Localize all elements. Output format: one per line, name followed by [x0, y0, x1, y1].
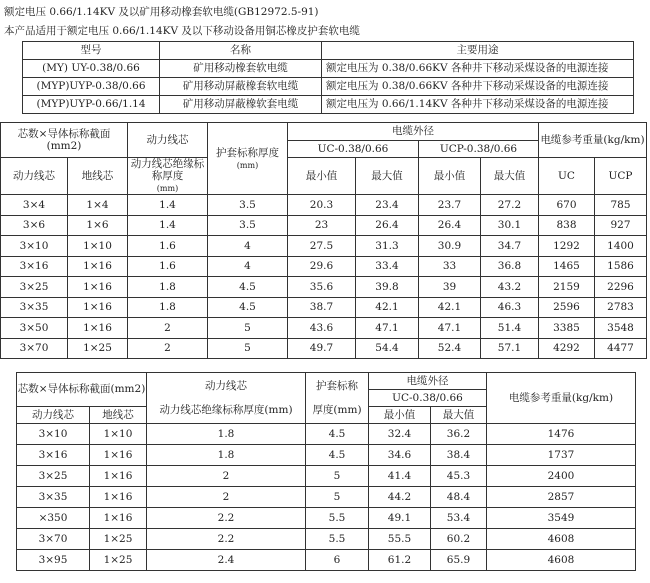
sheath-cell: 4: [208, 236, 288, 257]
ground-core-cell: 1×10: [68, 236, 128, 257]
ground-core-cell: 1×4: [68, 195, 128, 216]
uc-max-cell: 42.1: [356, 297, 419, 318]
insulation-cell: 1.8: [147, 445, 306, 466]
header-ground-core: 地线芯: [68, 158, 128, 195]
header-max: 最大值: [431, 407, 487, 424]
header-model: 型号: [23, 42, 160, 60]
name-cell: 矿用移动屏蔽橡软套电缆: [160, 96, 322, 114]
table-row: [1, 256, 647, 277]
ucp-min-cell: 42.1: [419, 297, 481, 318]
power-core-cell: ×350: [17, 508, 90, 529]
table-row: [1, 195, 647, 216]
power-core-cell: 3×25: [1, 277, 68, 298]
header-power-core: 动力线芯: [128, 123, 208, 158]
weight-cell: 4608: [487, 550, 636, 571]
uc-min-cell: 27.5: [288, 236, 356, 257]
header-ground-core: 地线芯: [90, 407, 147, 424]
model-cell: (MYP)UYP-0.66/1.14: [23, 96, 160, 114]
ground-core-cell: 1×25: [68, 338, 128, 359]
sheath-cell: 4.5: [306, 424, 369, 445]
name-cell: 矿用移动橡套软电缆: [160, 60, 322, 78]
power-core-cell: 3×25: [17, 466, 90, 487]
table-row: [1, 338, 647, 359]
table-row: [17, 466, 636, 487]
sheath-thickness-unit: (mm): [236, 160, 259, 170]
uc-min-cell: 20.3: [288, 195, 356, 216]
model-table-header: [23, 42, 634, 60]
power-core-cell: 3×10: [1, 236, 68, 257]
uc-max-cell: 33.4: [356, 256, 419, 277]
ucp-max-cell: 43.2: [481, 277, 539, 298]
ucp-min-cell: 30.9: [419, 236, 481, 257]
max-cell: 38.4: [431, 445, 487, 466]
ucp-max-cell: 30.1: [481, 215, 539, 236]
table-row: [17, 487, 636, 508]
uc-min-cell: 35.6: [288, 277, 356, 298]
min-cell: 61.2: [369, 550, 431, 571]
header-min: 最小值: [288, 158, 356, 195]
min-cell: 55.5: [369, 529, 431, 550]
insulation-cell: 2: [128, 318, 208, 339]
weight-cell: 4608: [487, 529, 636, 550]
min-cell: 49.1: [369, 508, 431, 529]
insulation-cell: 1.8: [128, 277, 208, 298]
ucp-min-cell: 39: [419, 277, 481, 298]
table-row: [23, 78, 634, 96]
insulation-cell: 1.6: [128, 256, 208, 277]
insulation-cell: 2.4: [147, 550, 306, 571]
max-cell: 53.4: [431, 508, 487, 529]
ucp-min-cell: 33: [419, 256, 481, 277]
header-ref-weight: 电缆参考重量(kg/km): [539, 123, 647, 158]
sheath-cell: 5: [306, 466, 369, 487]
header-ucp-model: UCP-0.38/0.66: [419, 141, 539, 158]
spec-header-row: [1, 158, 647, 195]
uc-min-cell: 38.7: [288, 297, 356, 318]
header-weight-ucp: UCP: [595, 158, 647, 195]
insulation-cell: 1.6: [128, 236, 208, 257]
spec-header-row: [1, 123, 647, 141]
uc-max-cell: 47.1: [356, 318, 419, 339]
table-row: [17, 529, 636, 550]
header-min: 最小值: [419, 158, 481, 195]
ground-core-cell: 1×25: [90, 529, 147, 550]
header-insulation-thickness: [128, 158, 208, 195]
ucp-min-cell: 52.4: [419, 338, 481, 359]
table-row: [1, 318, 647, 339]
ucp-max-cell: 57.1: [481, 338, 539, 359]
ground-core-cell: 1×16: [90, 445, 147, 466]
weight-uc-cell: 1292: [539, 236, 595, 257]
table-row: [1, 236, 647, 257]
header-core-section: 芯数×导体标称截面(mm2): [17, 373, 147, 407]
max-cell: 60.2: [431, 529, 487, 550]
uc-ucp-spec-table: [0, 122, 647, 359]
table-row: [17, 550, 636, 571]
weight-ucp-cell: 2296: [595, 277, 647, 298]
header-power-core: 动力线芯: [17, 407, 90, 424]
usage-cell: 额定电压为 0.38/0.66KV 各种井下移动采煤设备的电源连接: [322, 78, 634, 96]
power-core-cell: 3×35: [17, 487, 90, 508]
ucp-max-cell: 34.7: [481, 236, 539, 257]
model-table: [22, 41, 634, 114]
header-weight-uc: UC: [539, 158, 595, 195]
weight-uc-cell: 2596: [539, 297, 595, 318]
weight-uc-cell: 838: [539, 215, 595, 236]
ground-core-cell: 1×10: [90, 424, 147, 445]
weight-cell: 3549: [487, 508, 636, 529]
ucp-min-cell: 23.7: [419, 195, 481, 216]
min-cell: 32.4: [369, 424, 431, 445]
ground-core-cell: 1×16: [90, 466, 147, 487]
sheath-cell: 5: [208, 318, 288, 339]
standard-title: 额定电压 0.66/1.14KV 及以矿用移动橡套软电缆(GB12972.5-91): [4, 6, 319, 18]
insulation-cell: 2: [128, 338, 208, 359]
uc-max-cell: 23.4: [356, 195, 419, 216]
ground-core-cell: 1×25: [90, 550, 147, 571]
weight-uc-cell: 2159: [539, 277, 595, 298]
uc-max-cell: 31.3: [356, 236, 419, 257]
ucp-max-cell: 36.8: [481, 256, 539, 277]
weight-uc-cell: 670: [539, 195, 595, 216]
sheath-cell: 4.5: [306, 445, 369, 466]
uc-max-cell: 54.4: [356, 338, 419, 359]
sheath-cell: 6: [306, 550, 369, 571]
uc-min-cell: 29.6: [288, 256, 356, 277]
insulation-cell: 2.2: [147, 529, 306, 550]
ucp-max-cell: 51.4: [481, 318, 539, 339]
power-core-label: 动力线芯: [205, 379, 247, 392]
weight-ucp-cell: 785: [595, 195, 647, 216]
header-max: 最大值: [356, 158, 419, 195]
insulation-cell: 2.2: [147, 508, 306, 529]
weight-cell: 2400: [487, 466, 636, 487]
max-cell: 48.4: [431, 487, 487, 508]
usage-cell: 额定电压为 0.66/1.14KV 各种井下移动采煤设备的电源连接: [322, 96, 634, 114]
header-name: 名称: [160, 42, 322, 60]
ground-core-cell: 1×16: [68, 318, 128, 339]
sheath-label-a: 护套标称: [316, 379, 358, 392]
power-core-cell: 3×4: [1, 195, 68, 216]
scope-description: 本产品适用于额定电压 0.66/1.14KV 及以下移动设备用铜芯橡皮护套软电缆: [4, 25, 360, 37]
table-row: [1, 297, 647, 318]
ucp-min-cell: 47.1: [419, 318, 481, 339]
min-cell: 44.2: [369, 487, 431, 508]
header-power-core: 动力线芯: [1, 158, 68, 195]
power-core-cell: 3×6: [1, 215, 68, 236]
ground-core-cell: 1×16: [68, 277, 128, 298]
power-core-cell: 3×16: [1, 256, 68, 277]
ground-core-cell: 1×6: [68, 215, 128, 236]
header-min: 最小值: [369, 407, 431, 424]
model-cell: (MYP)UYP-0.38/0.66: [23, 78, 160, 96]
table-row: [17, 445, 636, 466]
ground-core-cell: 1×16: [90, 487, 147, 508]
insulation-cell: 1.4: [128, 195, 208, 216]
header-max: 最大值: [481, 158, 539, 195]
usage-cell: 额定电压为 0.38/0.66KV 各种井下移动采煤设备的电源连接: [322, 60, 634, 78]
insulation-thickness-unit: (mm): [156, 184, 179, 194]
weight-uc-cell: 1465: [539, 256, 595, 277]
model-cell: (MY) UY-0.38/0.66: [23, 60, 160, 78]
table-row: [1, 215, 647, 236]
power-core-cell: 3×16: [17, 445, 90, 466]
header-outer-diameter: 电缆外径: [369, 373, 487, 390]
sheath-cell: 4.5: [208, 297, 288, 318]
sheath-cell: 3.5: [208, 215, 288, 236]
header-insulation-thickness: [147, 373, 306, 424]
header-outer-diameter: 电缆外径: [288, 123, 539, 141]
weight-cell: 1737: [487, 445, 636, 466]
header-core-section: 芯数×导体标称截面(mm2): [1, 123, 128, 158]
sheath-cell: 5.5: [306, 529, 369, 550]
uc-max-cell: 26.4: [356, 215, 419, 236]
sheath-cell: 4: [208, 256, 288, 277]
power-core-cell: 3×70: [17, 529, 90, 550]
header-usage: 主要用途: [322, 42, 634, 60]
ground-core-cell: 1×16: [90, 508, 147, 529]
weight-uc-cell: 4292: [539, 338, 595, 359]
uc-min-cell: 43.6: [288, 318, 356, 339]
uc-min-cell: 23: [288, 215, 356, 236]
table-row: [1, 277, 647, 298]
ground-core-cell: 1×16: [68, 256, 128, 277]
sheath-label-b: 厚度(mm): [312, 404, 362, 417]
insulation-cell: 2: [147, 487, 306, 508]
weight-uc-cell: 3385: [539, 318, 595, 339]
sheath-cell: 5: [306, 487, 369, 508]
header-uc-model: UC-0.38/0.66: [288, 141, 419, 158]
power-core-cell: 3×10: [17, 424, 90, 445]
uc-max-cell: 39.8: [356, 277, 419, 298]
weight-ucp-cell: 2783: [595, 297, 647, 318]
insulation-thickness-label: 动力线芯绝缘标称厚度(mm): [159, 404, 293, 417]
power-core-cell: 3×50: [1, 318, 68, 339]
table-row: [23, 60, 634, 78]
sheath-cell: 4.5: [208, 277, 288, 298]
ucp-min-cell: 26.4: [419, 215, 481, 236]
uc-min-cell: 49.7: [288, 338, 356, 359]
insulation-cell: 1.4: [128, 215, 208, 236]
max-cell: 65.9: [431, 550, 487, 571]
min-cell: 34.6: [369, 445, 431, 466]
insulation-cell: 2: [147, 466, 306, 487]
weight-ucp-cell: 927: [595, 215, 647, 236]
max-cell: 45.3: [431, 466, 487, 487]
weight-ucp-cell: 1586: [595, 256, 647, 277]
ucp-max-cell: 27.2: [481, 195, 539, 216]
weight-ucp-cell: 4477: [595, 338, 647, 359]
sheath-cell: 3.5: [208, 195, 288, 216]
weight-ucp-cell: 1400: [595, 236, 647, 257]
insulation-cell: 1.8: [147, 424, 306, 445]
sheath-cell: 5.5: [306, 508, 369, 529]
header-sheath-thickness: [208, 123, 288, 195]
header-sheath-thickness: [306, 373, 369, 424]
table-row: [23, 96, 634, 114]
power-core-cell: 3×35: [1, 297, 68, 318]
weight-cell: 2857: [487, 487, 636, 508]
power-core-cell: 3×95: [17, 550, 90, 571]
ucp-max-cell: 46.3: [481, 297, 539, 318]
uc-spec-table: [16, 372, 636, 571]
header-ref-weight: 电缆参考重量(kg/km): [487, 373, 636, 424]
weight-ucp-cell: 3548: [595, 318, 647, 339]
insulation-cell: 1.8: [128, 297, 208, 318]
ground-core-cell: 1×16: [68, 297, 128, 318]
header-uc-model: UC-0.38/0.66: [369, 390, 487, 407]
power-core-cell: 3×70: [1, 338, 68, 359]
max-cell: 36.2: [431, 424, 487, 445]
sheath-thickness-label: 护套标称厚度: [216, 146, 279, 159]
sheath-cell: 5: [208, 338, 288, 359]
weight-cell: 1476: [487, 424, 636, 445]
insulation-thickness-label: 动力线芯绝缘标称厚度: [130, 158, 205, 183]
table-row: [17, 424, 636, 445]
spec-header-row: [17, 373, 636, 390]
min-cell: 41.4: [369, 466, 431, 487]
name-cell: 矿用移动屏蔽橡套软电缆: [160, 78, 322, 96]
table-row: [17, 508, 636, 529]
